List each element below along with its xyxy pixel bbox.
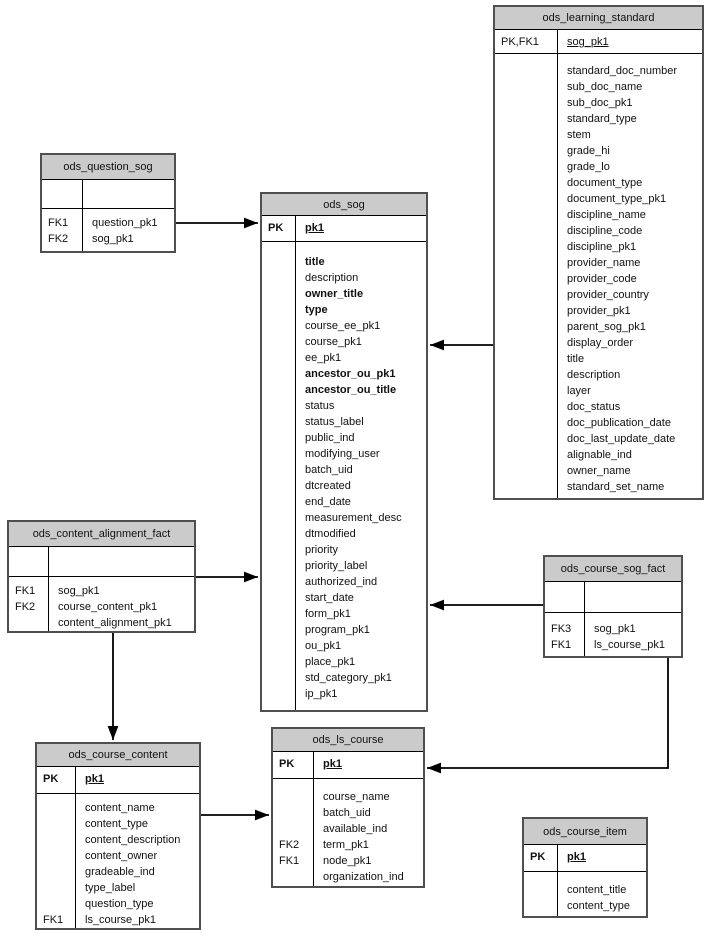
- field-cell: description: [305, 272, 359, 284]
- field-cell: dtcreated: [305, 480, 351, 492]
- attributes-section: [495, 54, 702, 498]
- key-cell: [495, 223, 557, 239]
- key-cell: [262, 494, 295, 510]
- key-cell: [37, 800, 75, 816]
- field-row: [9, 615, 194, 631]
- key-cell: [262, 510, 295, 526]
- field-row: [262, 510, 426, 526]
- field-row: [37, 816, 199, 832]
- field-cell: ee_pk1: [305, 352, 342, 364]
- key-cell: [262, 446, 295, 462]
- field-row: [37, 896, 199, 912]
- field-row: [495, 351, 702, 367]
- entity-title: ods_question_sog: [42, 155, 174, 180]
- field-cell: title: [567, 353, 585, 365]
- key-cell: [273, 805, 313, 821]
- field-cell: title: [305, 256, 325, 268]
- field-row: [495, 383, 702, 399]
- field-row: [495, 303, 702, 319]
- field-cell: ip_pk1: [305, 688, 338, 700]
- key-cell: [495, 239, 557, 255]
- entity-ods_course_content: [35, 742, 201, 930]
- attributes-section: [262, 242, 426, 710]
- key-cell: [262, 350, 295, 366]
- field-row: [37, 912, 199, 928]
- key-cell: [262, 302, 295, 318]
- field-cell: parent_sog_pk1: [567, 321, 646, 333]
- primary-key-section: [42, 180, 174, 209]
- field-row: [524, 882, 646, 898]
- key-cell: [495, 271, 557, 287]
- field-cell: discipline_code: [567, 225, 643, 237]
- key-cell: [262, 526, 295, 542]
- field-row: [262, 622, 426, 638]
- field-cell: ls_course_pk1: [594, 639, 665, 651]
- field-row: [495, 207, 702, 223]
- key-cell: [495, 175, 557, 191]
- field-cell: form_pk1: [305, 608, 351, 620]
- field-row: [495, 319, 702, 335]
- entity-title: ods_ls_course: [273, 729, 423, 752]
- key-column-divider: [557, 30, 558, 498]
- primary-key-section: [9, 547, 194, 577]
- entity-body: [37, 767, 199, 928]
- field-cell: term_pk1: [323, 839, 369, 851]
- key-cell: FK1: [48, 217, 69, 229]
- key-cell: PK: [43, 773, 59, 785]
- field-row: [495, 431, 702, 447]
- field-cell: course_content_pk1: [58, 601, 158, 613]
- field-row: [495, 95, 702, 111]
- key-cell: [262, 430, 295, 446]
- key-cell: [262, 606, 295, 622]
- field-row: [495, 159, 702, 175]
- field-row: [37, 832, 199, 848]
- key-cell: [37, 816, 75, 832]
- field-cell: content_alignment_pk1: [58, 617, 172, 629]
- field-cell: content_owner: [85, 850, 158, 862]
- field-cell: course_name: [323, 791, 390, 803]
- field-cell: alignable_ind: [567, 449, 632, 461]
- field-cell: display_order: [567, 337, 634, 349]
- primary-key-section: [524, 845, 646, 872]
- attributes-section: [42, 209, 174, 251]
- field-row: [262, 254, 426, 270]
- field-row: [273, 805, 423, 821]
- field-cell: node_pk1: [323, 855, 372, 867]
- field-row: [524, 898, 646, 914]
- field-row: [273, 837, 423, 853]
- field-cell: description: [567, 369, 621, 381]
- field-row: [273, 756, 423, 772]
- key-cell: [495, 79, 557, 95]
- field-cell: doc_last_update_date: [567, 433, 676, 445]
- key-cell: [495, 207, 557, 223]
- field-row: [262, 590, 426, 606]
- field-cell: ou_pk1: [305, 640, 342, 652]
- field-cell: grade_lo: [567, 161, 610, 173]
- field-row: [262, 654, 426, 670]
- entity-ods_sog: [260, 192, 428, 712]
- key-cell: FK2: [15, 601, 36, 613]
- field-row: [273, 853, 423, 869]
- field-row: [495, 127, 702, 143]
- key-cell: [495, 191, 557, 207]
- field-row: [495, 255, 702, 271]
- field-cell: batch_uid: [323, 807, 371, 819]
- field-row: [262, 670, 426, 686]
- field-cell: status: [305, 400, 335, 412]
- key-cell: [37, 864, 75, 880]
- field-cell: public_ind: [305, 432, 355, 444]
- field-row: [495, 79, 702, 95]
- key-cell: [262, 542, 295, 558]
- primary-key-section: [37, 767, 199, 794]
- field-row: [262, 606, 426, 622]
- field-cell: provider_code: [567, 273, 637, 285]
- key-cell: [262, 638, 295, 654]
- field-row: [495, 415, 702, 431]
- key-cell: PK: [268, 222, 284, 234]
- key-column-divider: [75, 767, 76, 928]
- key-cell: [37, 896, 75, 912]
- field-cell: ancestor_ou_title: [305, 384, 397, 396]
- field-cell: sog_pk1: [92, 233, 134, 245]
- key-cell: [262, 318, 295, 334]
- key-cell: [273, 869, 313, 885]
- field-row: [262, 318, 426, 334]
- field-row: [262, 220, 426, 236]
- field-cell: document_type_pk1: [567, 193, 667, 205]
- key-cell: [495, 287, 557, 303]
- entity-title: ods_content_alignment_fact: [9, 522, 194, 547]
- key-cell: [495, 431, 557, 447]
- field-row: [9, 599, 194, 615]
- key-cell: [262, 382, 295, 398]
- field-row: [495, 287, 702, 303]
- field-row: [495, 191, 702, 207]
- field-row: [262, 366, 426, 382]
- field-cell: priority_label: [305, 560, 368, 572]
- key-cell: [495, 415, 557, 431]
- field-cell: document_type: [567, 177, 643, 189]
- field-cell: layer: [567, 385, 591, 397]
- entity-body: [42, 180, 174, 251]
- key-cell: [262, 558, 295, 574]
- primary-key-section: [495, 30, 702, 54]
- field-row: [262, 350, 426, 366]
- key-cell: [262, 334, 295, 350]
- field-row: [495, 111, 702, 127]
- field-row: [262, 302, 426, 318]
- key-cell: [262, 366, 295, 382]
- field-cell: gradeable_ind: [85, 866, 155, 878]
- key-column-divider: [48, 547, 49, 631]
- field-cell: provider_name: [567, 257, 641, 269]
- key-cell: FK1: [15, 585, 36, 597]
- entity-ods_learning_standard: [493, 5, 704, 500]
- field-cell: sog_pk1: [594, 623, 636, 635]
- field-row: [273, 789, 423, 805]
- key-cell: [37, 880, 75, 896]
- field-row: [495, 239, 702, 255]
- field-row: [262, 526, 426, 542]
- field-cell: place_pk1: [305, 656, 356, 668]
- key-cell: [495, 255, 557, 271]
- field-cell: sog_pk1: [58, 585, 100, 597]
- key-cell: [262, 270, 295, 286]
- field-row: [262, 382, 426, 398]
- field-row: [495, 175, 702, 191]
- entity-body: [524, 845, 646, 916]
- field-cell: content_title: [567, 884, 627, 896]
- key-cell: [495, 95, 557, 111]
- key-cell: [495, 447, 557, 463]
- key-cell: PK,FK1: [501, 36, 539, 48]
- field-row: [495, 223, 702, 239]
- key-cell: [262, 478, 295, 494]
- field-cell: question_pk1: [92, 217, 158, 229]
- field-cell: discipline_pk1: [567, 241, 637, 253]
- attributes-section: [273, 779, 423, 886]
- field-row: [37, 771, 199, 787]
- key-cell: [262, 574, 295, 590]
- field-cell: available_ind: [323, 823, 388, 835]
- key-cell: [37, 832, 75, 848]
- field-row: [495, 34, 702, 50]
- field-cell: std_category_pk1: [305, 672, 392, 684]
- field-cell: standard_set_name: [567, 481, 665, 493]
- field-cell: start_date: [305, 592, 354, 604]
- field-row: [262, 558, 426, 574]
- attributes-section: [524, 872, 646, 916]
- field-cell: end_date: [305, 496, 351, 508]
- relationship-ods_course_sog_fact-to-ods_ls_course: [427, 658, 668, 768]
- entity-title: ods_learning_standard: [495, 7, 702, 30]
- field-cell: sub_doc_pk1: [567, 97, 633, 109]
- key-cell: FK3: [551, 623, 572, 635]
- entity-ods_question_sog: [40, 153, 176, 253]
- key-cell: [495, 319, 557, 335]
- field-cell: standard_doc_number: [567, 65, 678, 77]
- field-row: [262, 414, 426, 430]
- field-cell: status_label: [305, 416, 364, 428]
- field-row: [262, 494, 426, 510]
- field-cell: type: [305, 304, 328, 316]
- field-cell: standard_type: [567, 113, 637, 125]
- key-cell: [495, 159, 557, 175]
- field-cell: ancestor_ou_pk1: [305, 368, 396, 380]
- field-cell: course_ee_pk1: [305, 320, 381, 332]
- field-row: [545, 621, 681, 637]
- entity-body: [273, 752, 423, 886]
- attributes-section: [9, 577, 194, 631]
- field-cell: pk1: [567, 851, 586, 863]
- field-cell: question_type: [85, 898, 154, 910]
- field-cell: content_name: [85, 802, 155, 814]
- field-row: [262, 638, 426, 654]
- field-cell: content_type: [85, 818, 148, 830]
- key-cell: [262, 670, 295, 686]
- field-cell: doc_publication_date: [567, 417, 671, 429]
- field-row: [37, 800, 199, 816]
- primary-key-section: [273, 752, 423, 779]
- field-cell: provider_country: [567, 289, 649, 301]
- key-cell: [495, 383, 557, 399]
- field-row: [262, 686, 426, 702]
- field-row: [262, 334, 426, 350]
- field-row: [495, 63, 702, 79]
- key-cell: [495, 303, 557, 319]
- entity-ods_course_item: [522, 817, 648, 918]
- field-row: [42, 215, 174, 231]
- field-cell: course_pk1: [305, 336, 362, 348]
- entity-ods_ls_course: [271, 727, 425, 888]
- field-cell: pk1: [305, 222, 324, 234]
- field-row: [495, 143, 702, 159]
- field-cell: modifying_user: [305, 448, 380, 460]
- attributes-section: [37, 794, 199, 928]
- entity-title: ods_course_sog_fact: [545, 557, 681, 582]
- key-column-divider: [82, 180, 83, 251]
- field-cell: authorized_ind: [305, 576, 378, 588]
- field-cell: owner_name: [567, 465, 631, 477]
- field-cell: content_type: [567, 900, 630, 912]
- key-cell: [37, 848, 75, 864]
- entity-title: ods_course_item: [524, 819, 646, 845]
- entity-ods_course_sog_fact: [543, 555, 683, 658]
- key-column-divider: [584, 582, 585, 656]
- field-row: [262, 478, 426, 494]
- field-row: [524, 849, 646, 865]
- field-cell: grade_hi: [567, 145, 610, 157]
- field-row: [262, 286, 426, 302]
- field-row: [495, 447, 702, 463]
- field-row: [495, 367, 702, 383]
- primary-key-section: [262, 216, 426, 242]
- key-cell: [9, 615, 48, 631]
- key-cell: [273, 789, 313, 805]
- key-cell: PK: [279, 758, 295, 770]
- key-cell: [262, 590, 295, 606]
- primary-key-section: [545, 582, 681, 613]
- key-cell: [495, 367, 557, 383]
- field-row: [262, 446, 426, 462]
- key-cell: FK1: [279, 855, 300, 867]
- entity-body: [495, 30, 702, 498]
- key-cell: [495, 127, 557, 143]
- key-cell: [262, 254, 295, 270]
- key-column-divider: [557, 845, 558, 916]
- field-row: [262, 398, 426, 414]
- entity-title: ods_sog: [262, 194, 426, 216]
- field-row: [495, 479, 702, 495]
- entity-body: [262, 216, 426, 710]
- key-cell: PK: [530, 851, 546, 863]
- field-row: [262, 270, 426, 286]
- field-row: [273, 869, 423, 885]
- field-cell: content_description: [85, 834, 181, 846]
- field-cell: measurement_desc: [305, 512, 402, 524]
- field-cell: ls_course_pk1: [85, 914, 156, 926]
- field-cell: provider_pk1: [567, 305, 631, 317]
- field-row: [495, 271, 702, 287]
- entity-body: [9, 547, 194, 631]
- field-row: [262, 542, 426, 558]
- field-row: [262, 430, 426, 446]
- key-cell: [262, 462, 295, 478]
- field-cell: dtmodified: [305, 528, 356, 540]
- attributes-section: [545, 613, 681, 656]
- key-cell: [495, 463, 557, 479]
- field-row: [37, 864, 199, 880]
- field-row: [495, 463, 702, 479]
- field-cell: sog_pk1: [567, 36, 609, 48]
- field-cell: batch_uid: [305, 464, 353, 476]
- field-row: [495, 335, 702, 351]
- key-cell: FK2: [48, 233, 69, 245]
- key-cell: [495, 399, 557, 415]
- key-cell: FK2: [279, 839, 300, 851]
- field-cell: pk1: [85, 773, 104, 785]
- key-cell: [495, 111, 557, 127]
- key-cell: [262, 414, 295, 430]
- key-cell: [495, 351, 557, 367]
- key-column-divider: [295, 216, 296, 710]
- key-cell: [273, 821, 313, 837]
- field-row: [262, 574, 426, 590]
- field-row: [42, 231, 174, 247]
- key-cell: FK1: [551, 639, 572, 651]
- field-cell: sub_doc_name: [567, 81, 643, 93]
- field-row: [262, 462, 426, 478]
- field-cell: owner_title: [305, 288, 364, 300]
- entity-title: ods_course_content: [37, 744, 199, 767]
- field-cell: stem: [567, 129, 591, 141]
- key-cell: [262, 622, 295, 638]
- key-cell: [262, 398, 295, 414]
- field-cell: doc_status: [567, 401, 621, 413]
- field-cell: organization_ind: [323, 871, 404, 883]
- key-cell: [524, 882, 557, 898]
- field-cell: discipline_name: [567, 209, 646, 221]
- key-cell: [262, 654, 295, 670]
- field-row: [37, 880, 199, 896]
- field-cell: type_label: [85, 882, 136, 894]
- field-row: [273, 821, 423, 837]
- key-column-divider: [313, 752, 314, 886]
- key-cell: [524, 898, 557, 914]
- field-row: [9, 583, 194, 599]
- key-cell: [495, 335, 557, 351]
- key-cell: [495, 143, 557, 159]
- field-row: [545, 637, 681, 653]
- key-cell: [495, 63, 557, 79]
- field-cell: pk1: [323, 758, 342, 770]
- key-cell: FK1: [43, 914, 64, 926]
- key-cell: [495, 479, 557, 495]
- key-cell: [262, 686, 295, 702]
- key-cell: [262, 286, 295, 302]
- field-cell: priority: [305, 544, 339, 556]
- field-row: [37, 848, 199, 864]
- field-row: [495, 399, 702, 415]
- entity-ods_content_alignment_fact: [7, 520, 196, 633]
- entity-body: [545, 582, 681, 656]
- field-cell: program_pk1: [305, 624, 370, 636]
